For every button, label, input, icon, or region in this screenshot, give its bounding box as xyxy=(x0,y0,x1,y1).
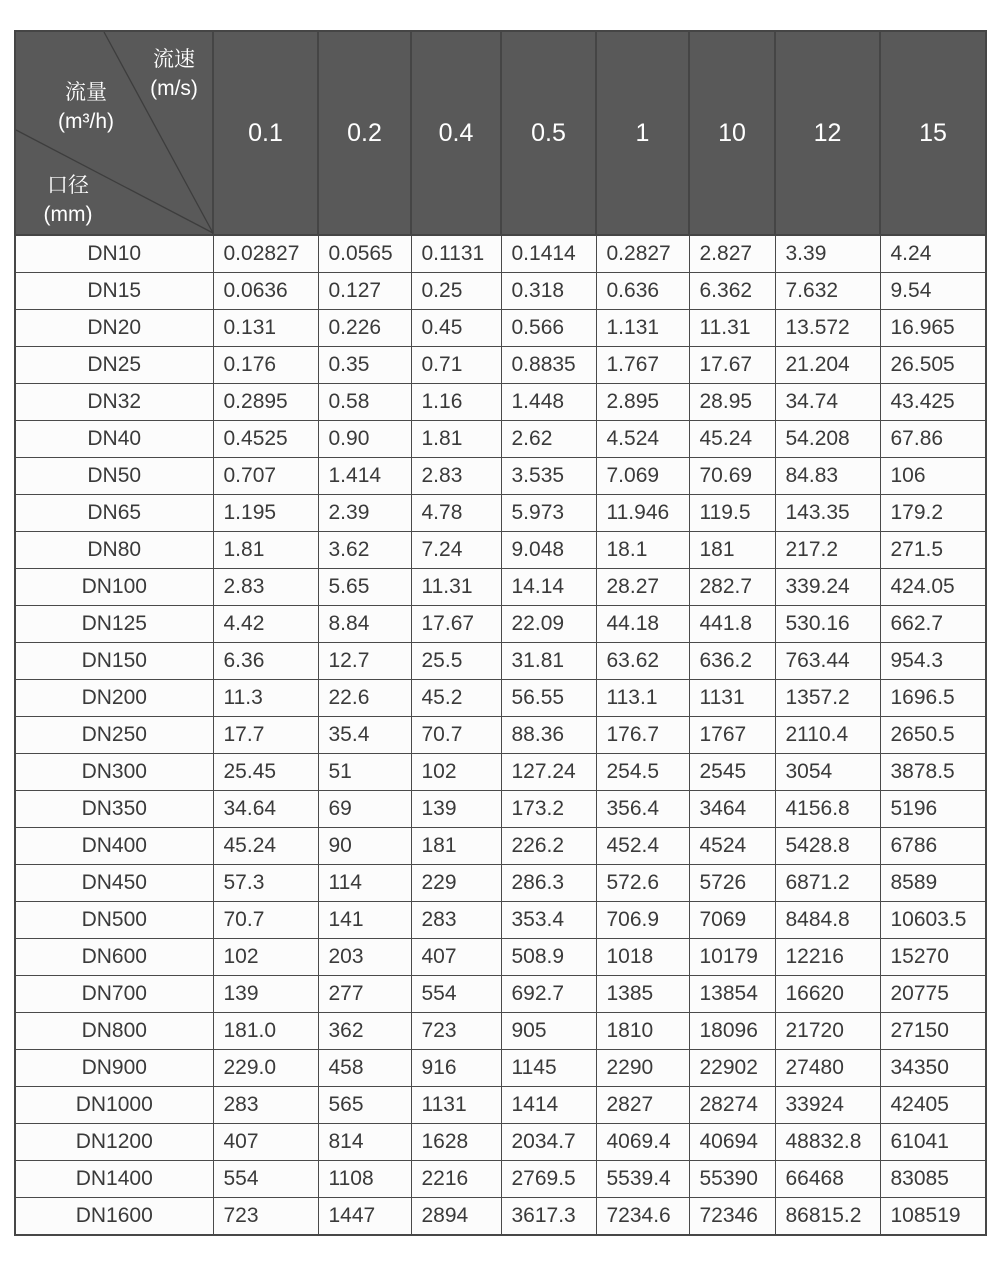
flow-value-cell: 6.36 xyxy=(213,643,318,680)
flow-value-cell: 57.3 xyxy=(213,865,318,902)
flow-value-cell: 20775 xyxy=(880,976,986,1013)
flow-value-cell: 1.16 xyxy=(411,384,501,421)
diameter-cell: DN1400 xyxy=(15,1161,213,1198)
flow-value-cell: 452.4 xyxy=(596,828,689,865)
flow-value-cell: 61041 xyxy=(880,1124,986,1161)
flow-value-cell: 814 xyxy=(318,1124,411,1161)
table-row xyxy=(15,1161,986,1198)
flow-value-cell: 12216 xyxy=(775,939,880,976)
flow-value-cell: 5726 xyxy=(689,865,775,902)
flow-value-cell: 1.195 xyxy=(213,495,318,532)
flow-value-cell: 353.4 xyxy=(501,902,596,939)
flow-value-cell: 88.36 xyxy=(501,717,596,754)
flow-value-cell: 339.24 xyxy=(775,569,880,606)
diameter-cell: DN32 xyxy=(15,384,213,421)
flow-value-cell: 1.131 xyxy=(596,310,689,347)
flow-value-cell: 119.5 xyxy=(689,495,775,532)
flow-value-cell: 51 xyxy=(318,754,411,791)
diameter-cell: DN25 xyxy=(15,347,213,384)
diameter-cell: DN20 xyxy=(15,310,213,347)
velocity-header-cell: 10 xyxy=(689,31,775,235)
flow-axis-label xyxy=(38,78,134,136)
flow-value-cell: 723 xyxy=(411,1013,501,1050)
flow-value-cell: 27480 xyxy=(775,1050,880,1087)
flow-value-cell: 1810 xyxy=(596,1013,689,1050)
diameter-cell: DN100 xyxy=(15,569,213,606)
flow-value-cell: 1018 xyxy=(596,939,689,976)
table-row xyxy=(15,235,986,273)
flow-value-cell: 636.2 xyxy=(689,643,775,680)
flow-value-cell: 356.4 xyxy=(596,791,689,828)
flow-value-cell: 42405 xyxy=(880,1087,986,1124)
flow-label: 流量 xyxy=(65,81,107,104)
flow-rate-table xyxy=(14,30,987,1236)
flow-value-cell: 5539.4 xyxy=(596,1161,689,1198)
velocity-header-cell: 15 xyxy=(880,31,986,235)
flow-value-cell: 13.572 xyxy=(775,310,880,347)
flow-value-cell: 7.069 xyxy=(596,458,689,495)
flow-value-cell: 18096 xyxy=(689,1013,775,1050)
table-row xyxy=(15,865,986,902)
flow-value-cell: 5196 xyxy=(880,791,986,828)
flow-value-cell: 7.632 xyxy=(775,273,880,310)
flow-value-cell: 0.02827 xyxy=(213,235,318,273)
flow-value-cell: 0.176 xyxy=(213,347,318,384)
table-row xyxy=(15,717,986,754)
flow-value-cell: 0.25 xyxy=(411,273,501,310)
flow-value-cell: 8589 xyxy=(880,865,986,902)
flow-value-cell: 1628 xyxy=(411,1124,501,1161)
table-row xyxy=(15,569,986,606)
flow-value-cell: 4.24 xyxy=(880,235,986,273)
flow-value-cell: 1414 xyxy=(501,1087,596,1124)
flow-value-cell: 11.3 xyxy=(213,680,318,717)
diameter-cell: DN600 xyxy=(15,939,213,976)
flow-value-cell: 13854 xyxy=(689,976,775,1013)
diameter-cell: DN450 xyxy=(15,865,213,902)
diameter-cell: DN700 xyxy=(15,976,213,1013)
flow-value-cell: 458 xyxy=(318,1050,411,1087)
flow-value-cell: 1.414 xyxy=(318,458,411,495)
flow-value-cell: 1.767 xyxy=(596,347,689,384)
flow-value-cell: 63.62 xyxy=(596,643,689,680)
diameter-unit: (mm) xyxy=(43,203,93,226)
velocity-unit: (m/s) xyxy=(150,77,198,100)
table-row xyxy=(15,939,986,976)
flow-value-cell: 530.16 xyxy=(775,606,880,643)
flow-value-cell: 48832.8 xyxy=(775,1124,880,1161)
flow-value-cell: 1357.2 xyxy=(775,680,880,717)
flow-value-cell: 2545 xyxy=(689,754,775,791)
table-row xyxy=(15,1013,986,1050)
flow-value-cell: 28274 xyxy=(689,1087,775,1124)
velocity-axis-label xyxy=(134,45,214,103)
flow-value-cell: 2.39 xyxy=(318,495,411,532)
flow-value-cell: 3.39 xyxy=(775,235,880,273)
table-row xyxy=(15,680,986,717)
flow-value-cell: 173.2 xyxy=(501,791,596,828)
flow-value-cell: 2.83 xyxy=(411,458,501,495)
flow-value-cell: 508.9 xyxy=(501,939,596,976)
flow-value-cell: 4.524 xyxy=(596,421,689,458)
flow-value-cell: 0.707 xyxy=(213,458,318,495)
flow-value-cell: 2.83 xyxy=(213,569,318,606)
flow-value-cell: 70.69 xyxy=(689,458,775,495)
table-row xyxy=(15,1198,986,1236)
diameter-cell: DN10 xyxy=(15,235,213,273)
table-row xyxy=(15,495,986,532)
flow-value-cell: 441.8 xyxy=(689,606,775,643)
flow-value-cell: 2769.5 xyxy=(501,1161,596,1198)
diameter-cell: DN200 xyxy=(15,680,213,717)
flow-value-cell: 407 xyxy=(213,1124,318,1161)
diameter-cell: DN800 xyxy=(15,1013,213,1050)
flow-value-cell: 1131 xyxy=(411,1087,501,1124)
flow-value-cell: 72346 xyxy=(689,1198,775,1236)
flow-value-cell: 43.425 xyxy=(880,384,986,421)
flow-value-cell: 2650.5 xyxy=(880,717,986,754)
flow-value-cell: 1.81 xyxy=(411,421,501,458)
flow-value-cell: 11.31 xyxy=(689,310,775,347)
flow-value-cell: 0.71 xyxy=(411,347,501,384)
flow-value-cell: 17.7 xyxy=(213,717,318,754)
flow-value-cell: 282.7 xyxy=(689,569,775,606)
flow-value-cell: 84.83 xyxy=(775,458,880,495)
flow-value-cell: 70.7 xyxy=(411,717,501,754)
flow-value-cell: 34.64 xyxy=(213,791,318,828)
flow-value-cell: 5.65 xyxy=(318,569,411,606)
flow-value-cell: 1385 xyxy=(596,976,689,1013)
flow-value-cell: 2034.7 xyxy=(501,1124,596,1161)
flow-value-cell: 1145 xyxy=(501,1050,596,1087)
flow-value-cell: 0.131 xyxy=(213,310,318,347)
flow-value-cell: 424.05 xyxy=(880,569,986,606)
flow-value-cell: 1131 xyxy=(689,680,775,717)
table-row xyxy=(15,347,986,384)
flow-value-cell: 55390 xyxy=(689,1161,775,1198)
flow-value-cell: 0.58 xyxy=(318,384,411,421)
diameter-cell: DN50 xyxy=(15,458,213,495)
flow-value-cell: 106 xyxy=(880,458,986,495)
flow-value-cell: 554 xyxy=(411,976,501,1013)
table-row xyxy=(15,1087,986,1124)
flow-value-cell: 1.81 xyxy=(213,532,318,569)
flow-value-cell: 4156.8 xyxy=(775,791,880,828)
flow-value-cell: 706.9 xyxy=(596,902,689,939)
flow-value-cell: 83085 xyxy=(880,1161,986,1198)
flow-value-cell: 12.7 xyxy=(318,643,411,680)
flow-value-cell: 283 xyxy=(213,1087,318,1124)
flow-value-cell: 141 xyxy=(318,902,411,939)
flow-value-cell: 21720 xyxy=(775,1013,880,1050)
flow-value-cell: 69 xyxy=(318,791,411,828)
flow-value-cell: 0.226 xyxy=(318,310,411,347)
header-row xyxy=(15,31,986,235)
flow-value-cell: 34.74 xyxy=(775,384,880,421)
velocity-header-cell: 1 xyxy=(596,31,689,235)
flow-value-cell: 6.362 xyxy=(689,273,775,310)
flow-value-cell: 3464 xyxy=(689,791,775,828)
flow-value-cell: 2.62 xyxy=(501,421,596,458)
flow-value-cell: 217.2 xyxy=(775,532,880,569)
flow-value-cell: 723 xyxy=(213,1198,318,1236)
flow-value-cell: 5.973 xyxy=(501,495,596,532)
diameter-cell: DN15 xyxy=(15,273,213,310)
table-row xyxy=(15,532,986,569)
table-row xyxy=(15,310,986,347)
flow-value-cell: 0.90 xyxy=(318,421,411,458)
flow-value-cell: 763.44 xyxy=(775,643,880,680)
flow-value-cell: 572.6 xyxy=(596,865,689,902)
flow-value-cell: 3878.5 xyxy=(880,754,986,791)
flow-value-cell: 7234.6 xyxy=(596,1198,689,1236)
diameter-cell: DN80 xyxy=(15,532,213,569)
flow-value-cell: 25.5 xyxy=(411,643,501,680)
flow-value-cell: 3.535 xyxy=(501,458,596,495)
flow-value-cell: 4069.4 xyxy=(596,1124,689,1161)
flow-value-cell: 10179 xyxy=(689,939,775,976)
velocity-header-cell: 12 xyxy=(775,31,880,235)
flow-value-cell: 22.6 xyxy=(318,680,411,717)
flow-value-cell: 916 xyxy=(411,1050,501,1087)
flow-value-cell: 114 xyxy=(318,865,411,902)
flow-value-cell: 179.2 xyxy=(880,495,986,532)
flow-value-cell: 11.31 xyxy=(411,569,501,606)
flow-value-cell: 14.14 xyxy=(501,569,596,606)
table-row xyxy=(15,754,986,791)
velocity-header-cell: 0.2 xyxy=(318,31,411,235)
flow-value-cell: 28.27 xyxy=(596,569,689,606)
table-row xyxy=(15,273,986,310)
flow-value-cell: 15270 xyxy=(880,939,986,976)
diameter-axis-label xyxy=(24,171,112,229)
flow-value-cell: 905 xyxy=(501,1013,596,1050)
flow-value-cell: 56.55 xyxy=(501,680,596,717)
flow-value-cell: 16620 xyxy=(775,976,880,1013)
flow-value-cell: 362 xyxy=(318,1013,411,1050)
flow-value-cell: 0.566 xyxy=(501,310,596,347)
flow-value-cell: 407 xyxy=(411,939,501,976)
flow-value-cell: 4.42 xyxy=(213,606,318,643)
table-row xyxy=(15,458,986,495)
flow-value-cell: 17.67 xyxy=(411,606,501,643)
flow-value-cell: 0.318 xyxy=(501,273,596,310)
flow-value-cell: 3617.3 xyxy=(501,1198,596,1236)
flow-value-cell: 181 xyxy=(689,532,775,569)
flow-value-cell: 0.1414 xyxy=(501,235,596,273)
table-row xyxy=(15,1050,986,1087)
flow-value-cell: 0.2895 xyxy=(213,384,318,421)
diameter-cell: DN300 xyxy=(15,754,213,791)
flow-value-cell: 662.7 xyxy=(880,606,986,643)
flow-value-cell: 0.35 xyxy=(318,347,411,384)
corner-header-cell xyxy=(15,31,213,235)
flow-value-cell: 66468 xyxy=(775,1161,880,1198)
diameter-cell: DN1000 xyxy=(15,1087,213,1124)
flow-value-cell: 127.24 xyxy=(501,754,596,791)
flow-value-cell: 9.048 xyxy=(501,532,596,569)
flow-value-cell: 1.448 xyxy=(501,384,596,421)
flow-value-cell: 143.35 xyxy=(775,495,880,532)
flow-value-cell: 7.24 xyxy=(411,532,501,569)
flow-value-cell: 2827 xyxy=(596,1087,689,1124)
flow-value-cell: 34350 xyxy=(880,1050,986,1087)
flow-value-cell: 25.45 xyxy=(213,754,318,791)
diameter-cell: DN1200 xyxy=(15,1124,213,1161)
table-row xyxy=(15,902,986,939)
flow-value-cell: 0.2827 xyxy=(596,235,689,273)
table-row xyxy=(15,828,986,865)
table-row xyxy=(15,384,986,421)
flow-value-cell: 181 xyxy=(411,828,501,865)
flow-value-cell: 2216 xyxy=(411,1161,501,1198)
flow-value-cell: 0.636 xyxy=(596,273,689,310)
velocity-header-cell: 0.1 xyxy=(213,31,318,235)
flow-value-cell: 21.204 xyxy=(775,347,880,384)
flow-value-cell: 0.0565 xyxy=(318,235,411,273)
flow-value-cell: 0.8835 xyxy=(501,347,596,384)
velocity-label: 流速 xyxy=(153,48,195,71)
flow-value-cell: 565 xyxy=(318,1087,411,1124)
flow-value-cell: 954.3 xyxy=(880,643,986,680)
flow-value-cell: 1108 xyxy=(318,1161,411,1198)
diameter-cell: DN1600 xyxy=(15,1198,213,1236)
flow-value-cell: 0.0636 xyxy=(213,273,318,310)
diameter-cell: DN250 xyxy=(15,717,213,754)
flow-value-cell: 102 xyxy=(213,939,318,976)
flow-value-cell: 139 xyxy=(213,976,318,1013)
flow-value-cell: 113.1 xyxy=(596,680,689,717)
flow-value-cell: 9.54 xyxy=(880,273,986,310)
flow-value-cell: 70.7 xyxy=(213,902,318,939)
flow-value-cell: 67.86 xyxy=(880,421,986,458)
flow-value-cell: 3.62 xyxy=(318,532,411,569)
flow-value-cell: 2.827 xyxy=(689,235,775,273)
flow-value-cell: 31.81 xyxy=(501,643,596,680)
table-row xyxy=(15,421,986,458)
flow-value-cell: 54.208 xyxy=(775,421,880,458)
flow-value-cell: 7069 xyxy=(689,902,775,939)
flow-value-cell: 17.67 xyxy=(689,347,775,384)
flow-value-cell: 4.78 xyxy=(411,495,501,532)
flow-value-cell: 44.18 xyxy=(596,606,689,643)
flow-value-cell: 554 xyxy=(213,1161,318,1198)
flow-value-cell: 1767 xyxy=(689,717,775,754)
flow-value-cell: 102 xyxy=(411,754,501,791)
flow-value-cell: 0.45 xyxy=(411,310,501,347)
flow-value-cell: 10603.5 xyxy=(880,902,986,939)
diameter-cell: DN125 xyxy=(15,606,213,643)
flow-value-cell: 2.895 xyxy=(596,384,689,421)
flow-value-cell: 692.7 xyxy=(501,976,596,1013)
flow-value-cell: 90 xyxy=(318,828,411,865)
table-row xyxy=(15,791,986,828)
flow-value-cell: 277 xyxy=(318,976,411,1013)
flow-value-cell: 18.1 xyxy=(596,532,689,569)
flow-value-cell: 4524 xyxy=(689,828,775,865)
flow-value-cell: 139 xyxy=(411,791,501,828)
diameter-label: 口径 xyxy=(47,174,89,197)
flow-value-cell: 176.7 xyxy=(596,717,689,754)
flow-value-cell: 271.5 xyxy=(880,532,986,569)
table-row xyxy=(15,1124,986,1161)
flow-unit: (m³/h) xyxy=(58,110,114,133)
flow-value-cell: 2290 xyxy=(596,1050,689,1087)
diameter-cell: DN40 xyxy=(15,421,213,458)
flow-value-cell: 8.84 xyxy=(318,606,411,643)
diameter-cell: DN400 xyxy=(15,828,213,865)
flow-value-cell: 2894 xyxy=(411,1198,501,1236)
flow-value-cell: 6871.2 xyxy=(775,865,880,902)
flow-value-cell: 16.965 xyxy=(880,310,986,347)
flow-value-cell: 33924 xyxy=(775,1087,880,1124)
flow-value-cell: 229 xyxy=(411,865,501,902)
diameter-cell: DN500 xyxy=(15,902,213,939)
diameter-cell: DN150 xyxy=(15,643,213,680)
flow-value-cell: 286.3 xyxy=(501,865,596,902)
flow-value-cell: 6786 xyxy=(880,828,986,865)
flow-value-cell: 40694 xyxy=(689,1124,775,1161)
flow-value-cell: 86815.2 xyxy=(775,1198,880,1236)
diameter-cell: DN65 xyxy=(15,495,213,532)
diameter-cell: DN900 xyxy=(15,1050,213,1087)
velocity-header-cell: 0.4 xyxy=(411,31,501,235)
flow-value-cell: 283 xyxy=(411,902,501,939)
table-row xyxy=(15,606,986,643)
flow-value-cell: 28.95 xyxy=(689,384,775,421)
flow-value-cell: 0.1131 xyxy=(411,235,501,273)
flow-value-cell: 203 xyxy=(318,939,411,976)
flow-value-cell: 45.24 xyxy=(689,421,775,458)
flow-value-cell: 45.24 xyxy=(213,828,318,865)
flow-value-cell: 5428.8 xyxy=(775,828,880,865)
flow-value-cell: 181.0 xyxy=(213,1013,318,1050)
flow-value-cell: 26.505 xyxy=(880,347,986,384)
flow-value-cell: 8484.8 xyxy=(775,902,880,939)
flow-value-cell: 1696.5 xyxy=(880,680,986,717)
flow-value-cell: 229.0 xyxy=(213,1050,318,1087)
flow-value-cell: 22902 xyxy=(689,1050,775,1087)
flow-value-cell: 0.127 xyxy=(318,273,411,310)
velocity-header-cell: 0.5 xyxy=(501,31,596,235)
flow-value-cell: 11.946 xyxy=(596,495,689,532)
flow-value-cell: 27150 xyxy=(880,1013,986,1050)
table-row xyxy=(15,976,986,1013)
flow-value-cell: 1447 xyxy=(318,1198,411,1236)
flow-value-cell: 35.4 xyxy=(318,717,411,754)
diameter-cell: DN350 xyxy=(15,791,213,828)
flow-value-cell: 22.09 xyxy=(501,606,596,643)
table-row xyxy=(15,643,986,680)
flow-value-cell: 0.4525 xyxy=(213,421,318,458)
flow-value-cell: 226.2 xyxy=(501,828,596,865)
flow-value-cell: 2110.4 xyxy=(775,717,880,754)
table-body xyxy=(15,235,986,1235)
flow-value-cell: 254.5 xyxy=(596,754,689,791)
flow-value-cell: 108519 xyxy=(880,1198,986,1236)
flow-value-cell: 45.2 xyxy=(411,680,501,717)
flow-value-cell: 3054 xyxy=(775,754,880,791)
